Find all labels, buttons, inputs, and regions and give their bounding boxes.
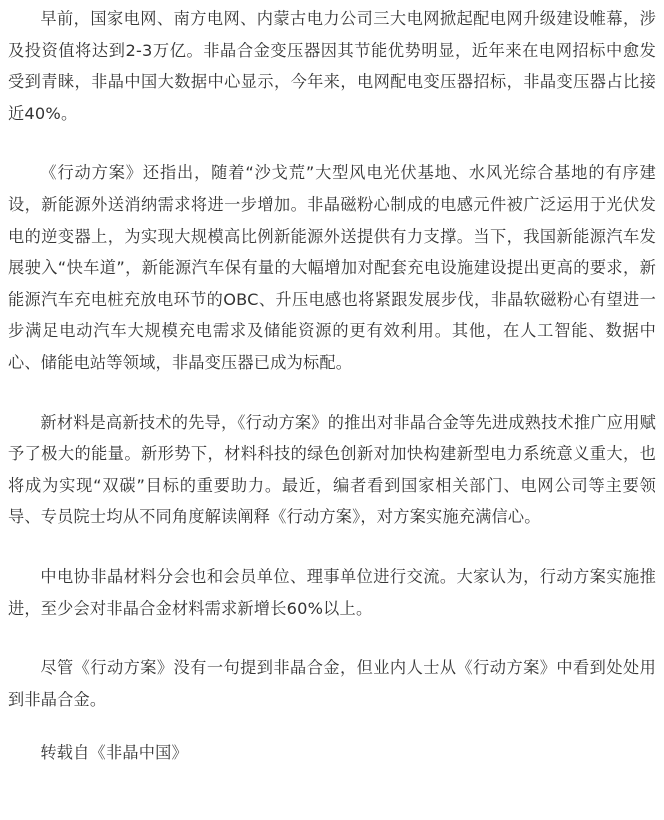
source-attribution: 转载自《非晶中国》 bbox=[40, 743, 188, 763]
paragraph-3: 新材料是高新技术的先导，《行动方案》的推出对非晶合金等先进成熟技术推广应用赋予了极大的能量。新形势下，材料科技的绿色创新对加快构建新型电力系统意义重大，也将成为实现“双碳”目标的重要助力。最近，编者看到国家相关部门、电网公司等主要领导、专员院士均从不同角度解读阐释《行动方案》，对方案实施充满信心。 bbox=[8, 412, 656, 527]
paragraph-1: 早前，国家电网、南方电网、内蒙古电力公司三大电网掀起配电网升级建设帷幕，涉及投资值将达到2-3万亿。非晶合金变压器因其节能优势明显，近年来在电网招标中愈发受到青睐，非晶中国大数据中心显示，今年来，电网配电变压器招标，非晶变压器占比接近40%。 bbox=[8, 9, 656, 123]
paragraph-5: 尽管《行动方案》没有一句提到非晶合金，但业内人士从《行动方案》中看到处处用到非晶合金。 bbox=[8, 658, 656, 709]
paragraph-spacer bbox=[8, 715, 656, 737]
paragraph-2: 《行动方案》还指出，随着“沙戈荒”大型风电光伏基地、水风光综合基地的有序建设，新能源外送消纳需求将进一步增加。非晶磁粉心制成的电感元件被广泛运用于光伏发电的逆变器上，为实现大规模高比例新能源外送提供有力支撑。当下，我国新能源汽车发展驶入“快车道”，新能源汽车保有量的大幅增加对配套充电设施建设提出更高的要求，新能源汽车充电桩充放电环节的OBC、升压电感也将紧跟发展步伐，非晶软磁粉心有望进一步满足电动汽车大规模充电需求及储能资源的更有效利用。其他，在人工智能、数据中心、储能电站等领域，非晶变压器已成为标配。 bbox=[8, 163, 656, 372]
paragraph-4: 中电协非晶材料分会也和会员单位、理事单位进行交流。大家认为，行动方案实施推进，至少会对非晶合金材料需求新增长60%以上。 bbox=[8, 566, 656, 618]
paragraph-spacer bbox=[8, 533, 656, 561]
paragraph-spacer bbox=[8, 129, 656, 157]
paragraph-spacer bbox=[8, 624, 656, 652]
article-body bbox=[8, 0, 656, 769]
paragraph-spacer bbox=[8, 379, 656, 407]
